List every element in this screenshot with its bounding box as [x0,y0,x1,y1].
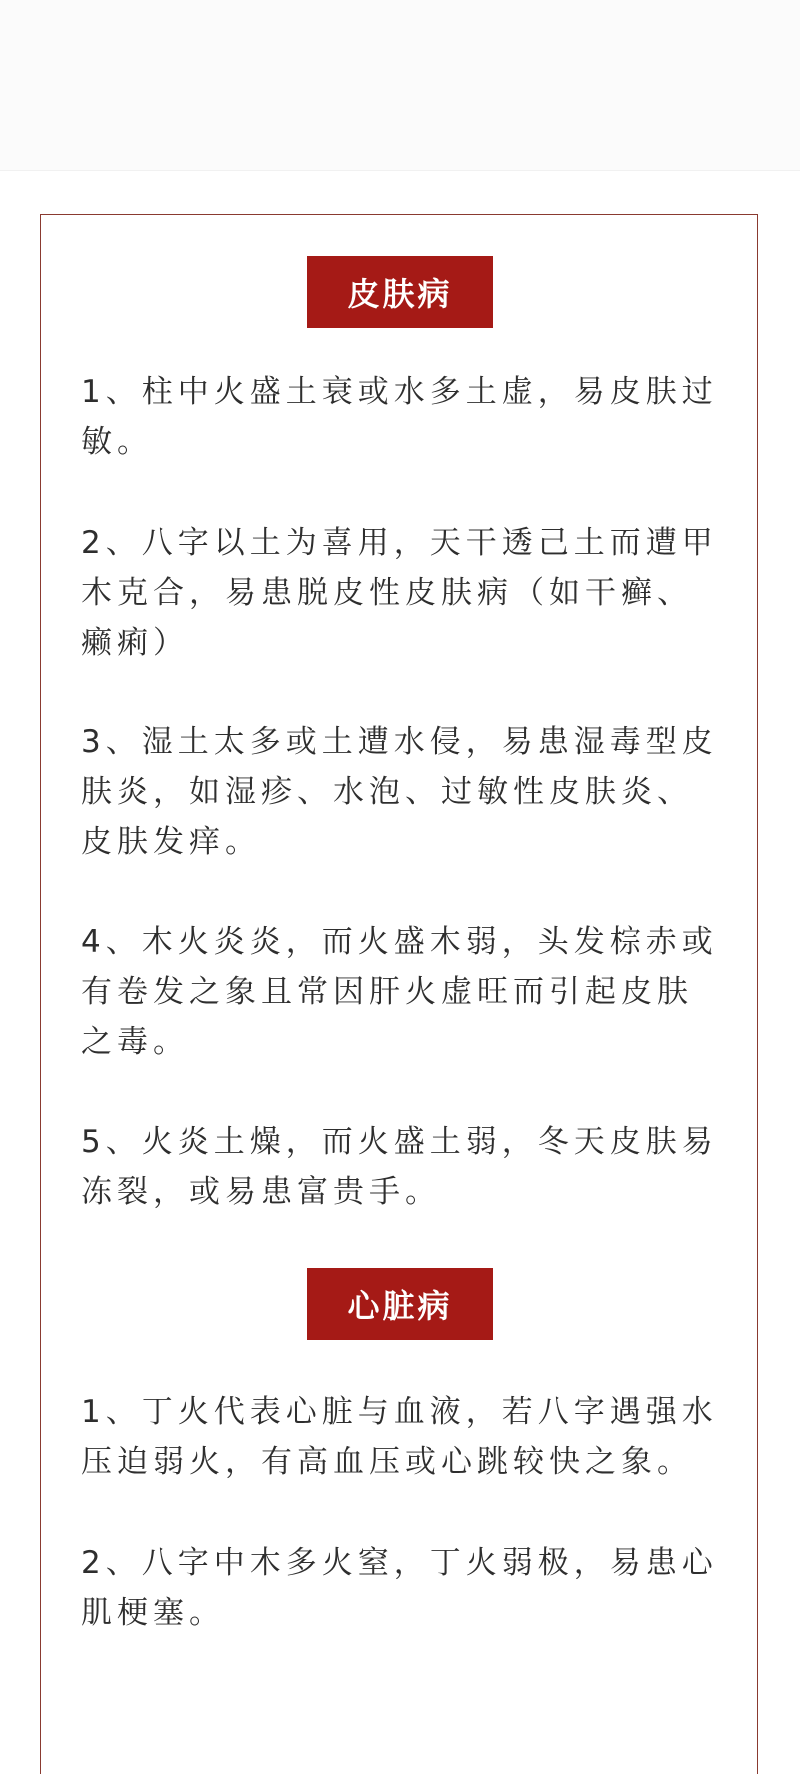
list-item: 2、八字中木多火窒，丁火弱极，易患心肌梗塞。 [81,1545,718,1631]
header-band [0,0,800,171]
list-item: 2、八字以土为喜用，天干透己土而遭甲木克合，易患脱皮性皮肤病（如干癣、癞痢） [81,525,718,661]
section-title-skin-disease: 皮肤病 [307,256,493,328]
list-item: 5、火炎土燥，而火盛土弱，冬天皮肤易冻裂，或易患富贵手。 [81,1124,718,1210]
list-item: 1、丁火代表心脏与血液，若八字遇强水压迫弱火，有高血压或心跳较快之象。 [81,1394,718,1480]
section-title-heart-disease: 心脏病 [307,1268,493,1340]
list-item: 3、湿土太多或土遭水侵，易患湿毒型皮肤炎，如湿疹、水泡、过敏性皮肤炎、皮肤发痒。 [81,724,718,860]
list-item: 1、柱中火盛土衰或水多土虚，易皮肤过敏。 [81,374,718,460]
list-item: 4、木火炎炎，而火盛木弱，头发棕赤或有卷发之象且常因肝火虚旺而引起皮肤之毒。 [81,924,718,1060]
